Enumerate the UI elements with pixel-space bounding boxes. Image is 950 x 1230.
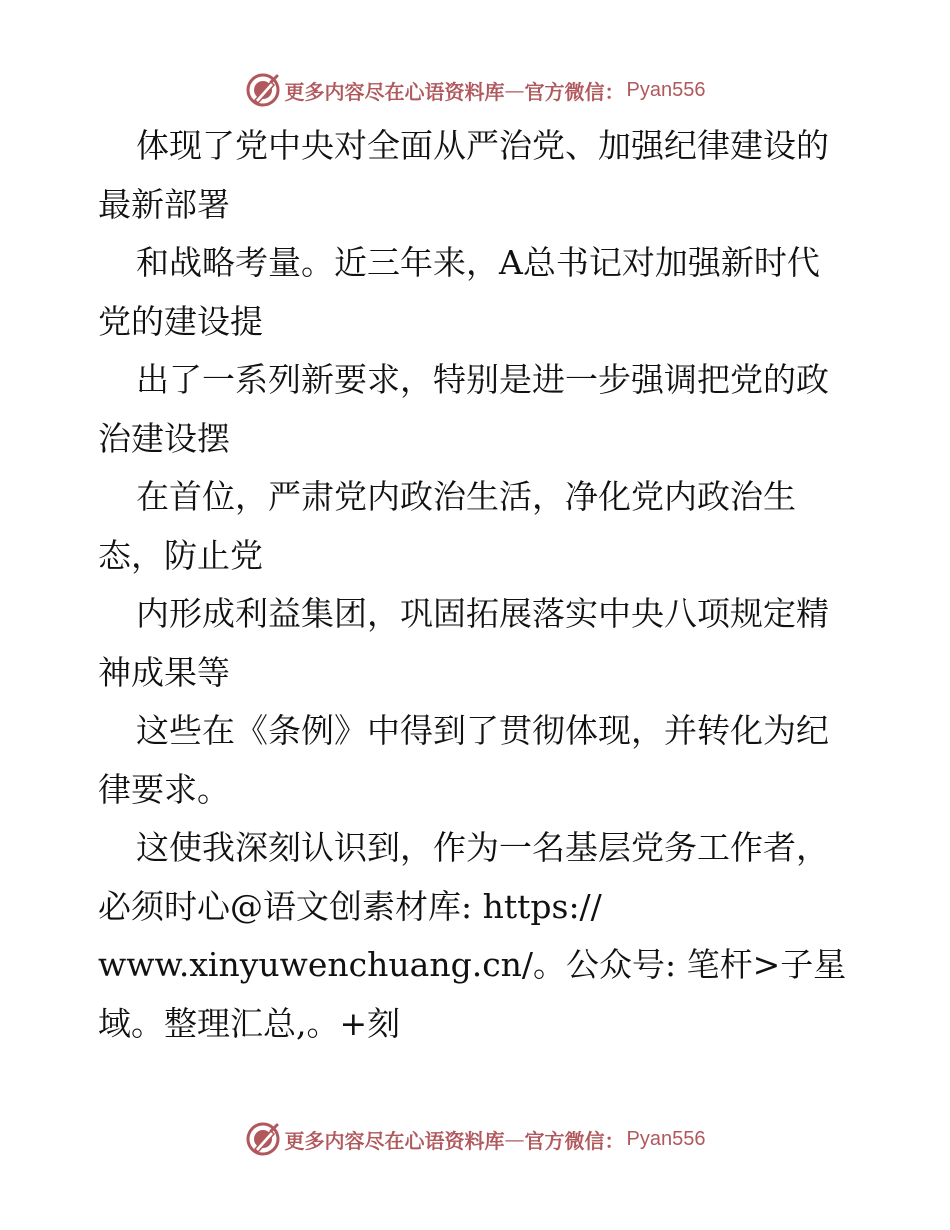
- pen-nib-circle-icon: [245, 72, 281, 108]
- banner-wechat-id: Pyan556: [626, 1127, 706, 1150]
- banner-wechat-label: 官方微信：: [524, 1128, 625, 1153]
- text-line-1: 体现了党中央对全面从严治党、加强纪律建设的: [136, 126, 829, 165]
- banner-separator: —: [504, 1127, 525, 1151]
- header-banner: [0, 70, 950, 110]
- banner-separator: —: [504, 78, 525, 102]
- text-line-10: 神成果等: [98, 652, 230, 692]
- text-line-15: www.xinyuwenchuang.cn/。公众号: 笔杆>子星: [98, 945, 847, 984]
- text-line-8: 态，防止党: [98, 535, 263, 575]
- text-line-4: 党的建设提: [98, 301, 263, 341]
- banner-site-text: 更多内容尽在心语资料库: [284, 1128, 505, 1153]
- banner-wechat-id: Pyan556: [626, 78, 706, 101]
- text-line-11: 这些在《条例》中得到了贯彻体现，并转化为纪: [136, 711, 829, 750]
- banner-wechat-label: 官方微信：: [524, 79, 625, 104]
- text-line-9: 内形成利益集团，巩固拓展落实中央八项规定精: [136, 594, 829, 633]
- text-line-16: 域。整理汇总,。+刻: [98, 1003, 401, 1043]
- pen-nib-circle-icon: [245, 1121, 281, 1157]
- text-line-2: 最新部署: [98, 184, 230, 224]
- text-line-6: 治建设摆: [98, 418, 230, 458]
- document-body: [98, 117, 858, 1053]
- text-line-14: 必须时心@语文创素材库: https://: [98, 886, 602, 926]
- text-line-5: 出了一系列新要求，特别是进一步强调把党的政: [136, 360, 829, 399]
- text-line-7: 在首位，严肃党内政治生活，净化党内政治生: [136, 477, 796, 516]
- footer-banner: [0, 1119, 950, 1159]
- text-line-12: 律要求。: [98, 769, 230, 809]
- text-line-3: 和战略考量。近三年来，A总书记对加强新时代: [136, 243, 820, 282]
- banner-site-text: 更多内容尽在心语资料库: [284, 79, 505, 104]
- text-line-13: 这使我深刻认识到，作为一名基层党务工作者，: [136, 828, 829, 867]
